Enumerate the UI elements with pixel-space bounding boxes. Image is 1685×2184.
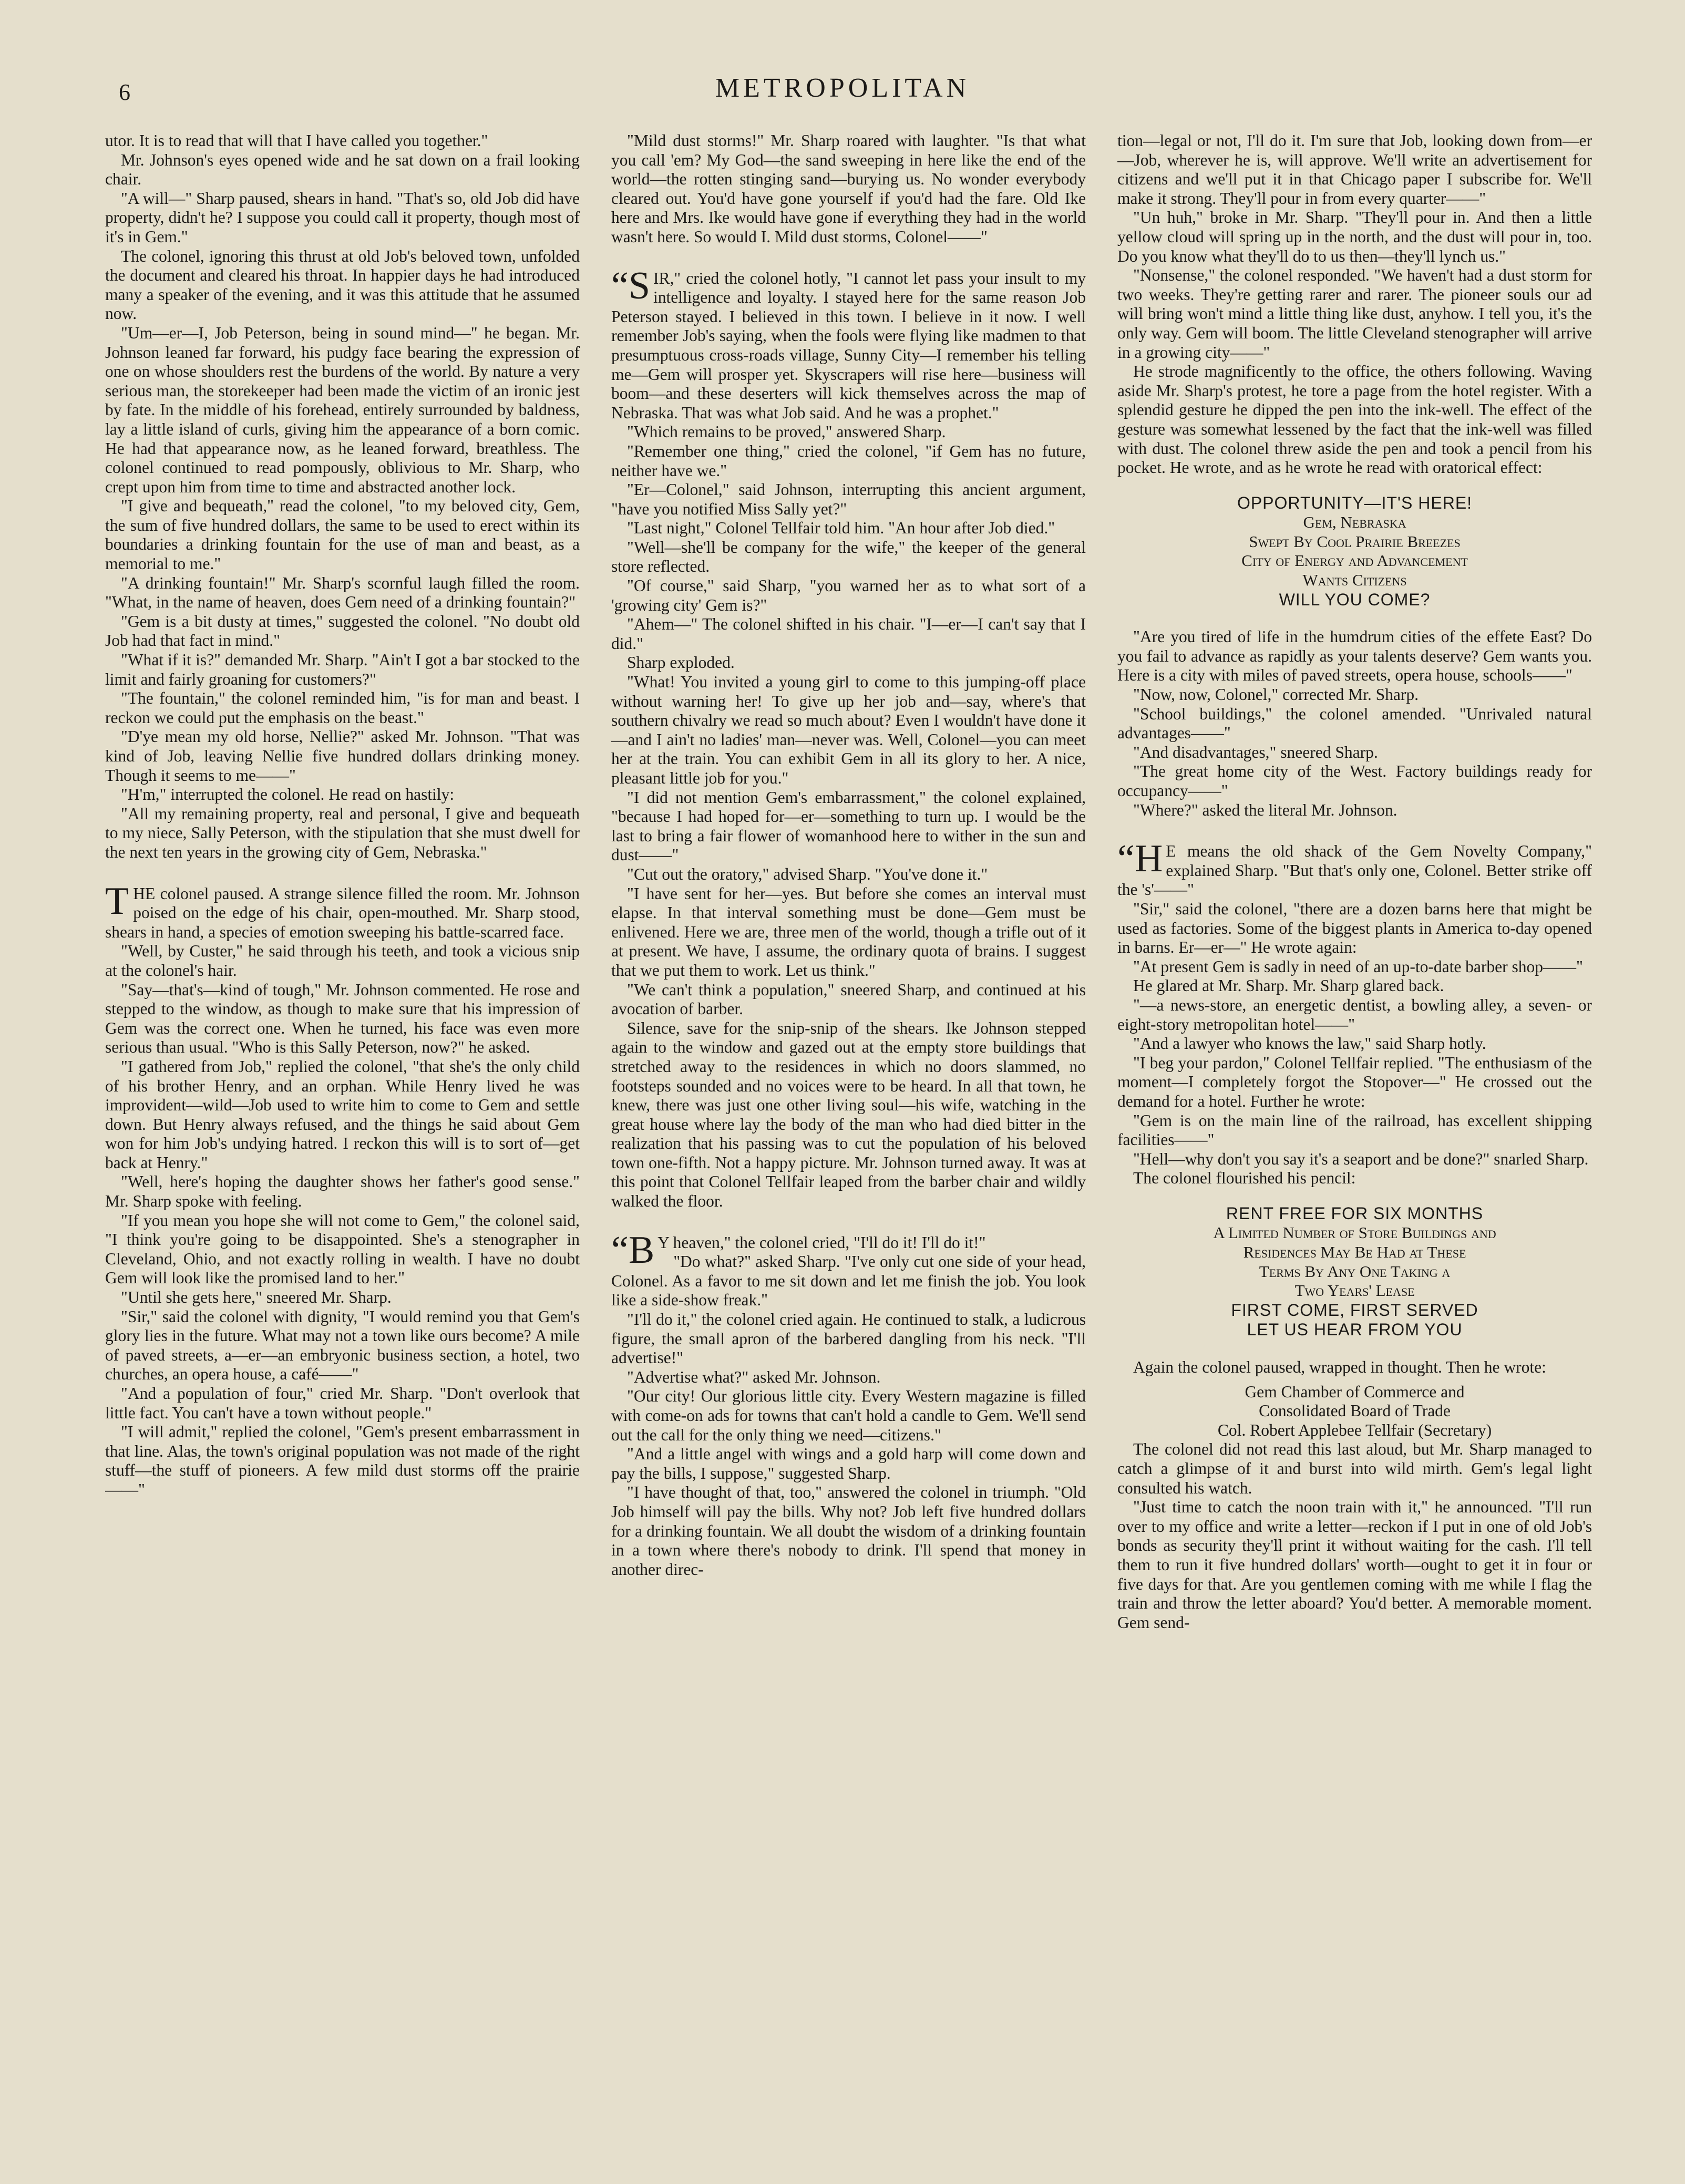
paragraph: "I have thought of that, too," answered the colonel in triumph. "Old Job himself will pay the bills. Why not? Job left five hundred dollars for a drinking fountain. We all doubt the wisdom of a drinking fountain in a town where there's nobody to drink. I'll spend that money in another direc- <box>611 1483 1086 1579</box>
paragraph: "A will—" Sharp paused, shears in hand. "That's so, old Job did have property, didn't he? I suppose you could call it property, though most of it's in Gem." <box>105 189 580 246</box>
ad-line: Gem, Nebraska <box>1303 513 1406 532</box>
ad-line: Wants Citizens <box>1302 571 1407 590</box>
section-paragraph <box>1117 837 1592 900</box>
signature-line: Gem Chamber of Commerce and <box>1245 1382 1465 1401</box>
page-number: 6 <box>119 79 130 105</box>
paragraph: "Just time to catch the noon train with it," he announced. "I'll run over to my office and write a letter—reckon if I put in one of old Job's bonds as security they'll print it without waiting for the cash. I'll tell them to run it five hundred dollars' worth—ought to get it in four or five days for that. Are you gentlemen coming with me while I flag the train and throw the letter aboard? You'd better. A memorable moment. Gem send- <box>1117 1498 1592 1632</box>
paragraph: "And a lawyer who knows the law," said Sharp hotly. <box>1133 1034 1486 1053</box>
paragraph: "I will admit," replied the colonel, "Gem's present embarrassment in that line. Alas, the town's original population was not made of the right stuff—the stuff of pioneers. A few mild dust storms off the prairie——" <box>105 1423 580 1499</box>
section-paragraph <box>105 879 580 942</box>
paragraph: "At present Gem is sadly in need of an up-to-date barber shop——" <box>1133 957 1583 976</box>
paragraph: "Well, by Custer," he said through his teeth, and took a vicious snip at the colonel's hair. <box>105 942 580 980</box>
advertisement-block <box>1117 1204 1592 1340</box>
paragraph: "Un huh," broke in Mr. Sharp. "They'll pour in. And then a little yellow cloud will spring up in the north, and the dust will pour in, too. Do you know what they'll do to us then—they'll lynch us." <box>1117 208 1592 265</box>
paragraph: "H'm," interrupted the colonel. He read on hastily: <box>121 785 455 804</box>
paragraph: "Last night," Colonel Tellfair told him. "An hour after Job died." <box>627 519 1055 538</box>
paragraph: "Nonsense," the colonel responded. "We haven't had a dust storm for two weeks. They're getting rarer and rarer. The pioneer souls our ad will bring won't mind a little thing like dust, anyhow. I tell you, it's the only way. Gem will boom. The little Cleveland stenographer will arrive in a growing city——" <box>1117 266 1592 362</box>
paragraph: "Until she gets here," sneered Mr. Sharp. <box>121 1288 392 1307</box>
drop-cap: “B <box>611 1228 655 1272</box>
paragraph: "I gathered from Job," replied the colonel, "that she's the only child of his brother Henry, and an orphan. While Henry lived he was improvident—wild—Job used to write him to come to Gem and settle down. But Henry always refused, and the things he said about Gem won for him Job's undying hatred. I reckon this will is to sort of—get back at Henry." <box>105 1057 580 1172</box>
paragraph: "Sir," said the colonel with dignity, "I would remind you that Gem's glory lies in the future. What may not a town like ours become? A mile of paved streets, a—er—an embryonic business section, a hotel, two churches, an opera house, a café——" <box>105 1307 580 1384</box>
column-3 <box>1117 131 1592 2107</box>
paragraph-text: E means the old shack of the Gem Novelty Company," explained Sharp. "But that's only one, Colonel. Better strike off the 's'——" <box>1117 842 1592 899</box>
paragraph-text: IR," cried the colonel hotly, "I cannot let pass your insult to my intelligence and loyalty. I stayed here for the same reason Job Peterson stayed. I believed in this town. I believe in it now. I well remember Job's saying, when the fools were flying like madmen to that presumptuous cross-roads village, Sunny City—I remember his telling me—Gem will prosper yet. Skyscrapers will rise here—business will boom—and these deserters will kick themselves across the map of Nebraska. That was what Job said. And he was a prophet." <box>611 269 1086 422</box>
column-1 <box>105 131 580 2107</box>
paragraph: The colonel, ignoring this thrust at old Job's beloved town, unfolded the document and cleared his throat. In happier days he had introduced many a speaker of the evening, and it was this attitude that he assumed now. <box>105 246 580 323</box>
section-paragraph <box>611 264 1086 423</box>
paragraph: "Gem is on the main line of the railroad, has excellent shipping facilities——" <box>1117 1111 1592 1149</box>
paragraph: "Our city! Our glorious little city. Every Western magazine is filled with come-on ads for towns that can't hold a candle to Gem. We'll send out the call for the only thing we need—citizens." <box>611 1387 1086 1444</box>
paragraph: "And a population of four," cried Mr. Sharp. "Don't overlook that little fact. You can't have a town without people." <box>105 1384 580 1422</box>
paragraph: "A drinking fountain!" Mr. Sharp's scornful laugh filled the room. "What, in the name of heaven, does Gem need of a drinking fountain?" <box>105 573 580 612</box>
ad-headline: LET US HEAR FROM YOU <box>1247 1320 1463 1340</box>
paragraph: "Um—er—I, Job Peterson, being in sound mind—" he began. Mr. Johnson leaned far forward, his pudgy face bearing the expression of one on whose shoulders rest the burdens of the world. By nature a very serious man, the storekeeper had been made the victim of an ironic jest by fate. In the middle of his forehead, entirely surrounded by baldness, lay a little island of curls, giving him the appearance of a born comic. He had that appearance now, as he leaned forward, breathless. The colonel continued to read pompously, oblivious to Mr. Sharp, who crept upon him from time to time and abstracted another lock. <box>105 323 580 496</box>
magazine-title: METROPOLITAN <box>715 73 970 103</box>
paragraph: "Say—that's—kind of tough," Mr. Johnson commented. He rose and stepped to the window, as though to make sure that his impression of Gem was the correct one. When he turned, his face was even more serious than usual. "Who is this Sally Peterson, now?" he asked. <box>105 980 580 1057</box>
ad-headline: WILL YOU COME? <box>1279 590 1431 609</box>
signature-line: Col. Robert Applebee Tellfair (Secretary) <box>1217 1420 1492 1439</box>
paragraph: "Advertise what?" asked Mr. Johnson. <box>627 1367 881 1386</box>
page-header <box>0 62 1685 109</box>
ad-headline: RENT FREE FOR SIX MONTHS <box>1226 1203 1484 1223</box>
ad-headline: OPPORTUNITY—IT'S HERE! <box>1237 493 1473 512</box>
paragraph: He glared at Mr. Sharp. Mr. Sharp glared back. <box>1133 976 1444 995</box>
paragraph: "Sir," said the colonel, "there are a dozen barns here that might be used as factories. Some of the biggest plants in America to-day opened in barns. Er—er—" He wrote again: <box>1117 899 1592 957</box>
paragraph: "Mild dust storms!" Mr. Sharp roared with laughter. "Is that what you call 'em? My God—the sand sweeping in here like the end of the world—the rotten stinging sand—burying us. No wonder everybody cleared out. You'd have gone yourself if you'd had the fare. Old Ike here and Mrs. Ike would have gone if everything they had in the world wasn't here. So would I. Mild dust storms, Colonel——" <box>611 131 1086 246</box>
paragraph: Again the colonel paused, wrapped in thought. Then he wrote: <box>1133 1358 1546 1377</box>
paragraph: Sharp exploded. <box>627 653 735 672</box>
paragraph: "Are you tired of life in the humdrum cities of the effete East? Do you fail to advance as rapidly as your talents deserve? Gem wants you. Here is a city with miles of paved streets, opera house, schools——" <box>1117 627 1592 685</box>
paragraph: "Well, here's hoping the daughter shows her father's good sense." Mr. Sharp spoke with feeling. <box>105 1172 580 1211</box>
paragraph: "What if it is?" demanded Mr. Sharp. "Ain't I got a bar stocked to the limit and fairly groaning for customers?" <box>105 651 580 688</box>
paragraph: "I did not mention Gem's embarrassment," the colonel explained, "because I had hoped for—er—something to turn up. I would be the last to bring a fair flower of womanhood here to wither in the sun and dust——" <box>611 788 1086 864</box>
signature-block <box>1117 1383 1592 1440</box>
paragraph-text: HE colonel paused. A strange silence filled the room. Mr. Johnson poised on the edge of his chair, open-mouthed. Mr. Sharp stood, shears in hand, a species of emotion sweeping his battle-scarred face. <box>105 884 580 941</box>
paragraph: "Now, now, Colonel," corrected Mr. Sharp. <box>1133 685 1419 704</box>
paragraph: utor. It is to read that will that I have called you together." <box>105 131 488 150</box>
ad-line: Residences May Be Had at These <box>1243 1243 1466 1262</box>
paragraph: "I beg your pardon," Colonel Tellfair replied. "The enthusiasm of the moment—I completely forgot the Stopover—" He crossed out the demand for a hotel. Further he wrote: <box>1117 1053 1592 1110</box>
drop-cap: “H <box>1117 837 1163 881</box>
drop-cap: “S <box>611 264 650 307</box>
ad-line: A Limited Number of Store Buildings and <box>1213 1223 1496 1242</box>
column-2 <box>611 131 1086 2107</box>
section-paragraph <box>611 1228 1086 1272</box>
paragraph: "All my remaining property, real and personal, I give and bequeath to my niece, Sally Peterson, with the stipulation that she must dwell for the next ten years in the growing city of Gem, Nebraska." <box>105 804 580 861</box>
paragraph: "—a news-store, an energetic dentist, a bowling alley, a seven- or eight-story metropolitan hotel——" <box>1117 995 1592 1034</box>
paragraph: "Of course," said Sharp, "you warned her as to what sort of a 'growing city' Gem is?" <box>611 576 1086 614</box>
ad-headline: FIRST COME, FIRST SERVED <box>1231 1300 1478 1320</box>
paragraph: "If you mean you hope she will not come to Gem," the colonel said, "I think you're going to be disappointed. She's a stenographer in Cleveland, Ohio, and not exactly rolling in wealth. I have no doubt Gem will look like the promised land to her." <box>105 1211 580 1287</box>
paragraph: "Where?" asked the literal Mr. Johnson. <box>1133 800 1398 819</box>
paragraph: "We can't think a population," sneered Sharp, and continued at his avocation of barber. <box>611 980 1086 1018</box>
advertisement-block <box>1117 493 1592 610</box>
paragraph: "And a little angel with wings and a gold harp will come down and pay the bills, I suppose," suggested Sharp. <box>611 1445 1086 1482</box>
paragraph: "I have sent for her—yes. But before she comes an interval must elapse. In that interval something must be done—Gem must be enlivened. Here we are, three men of the world, though a trifle out of it at present. We have, I assume, the ordinary quota of brains. I suggest that we put them to work. Let us think." <box>611 884 1086 980</box>
paragraph: "Gem is a bit dusty at times," suggested the colonel. "No doubt old Job had that fact in mind." <box>105 612 580 650</box>
paragraph: "The fountain," the colonel reminded him, "is for man and beast. I reckon we could put the emphasis on the beast." <box>105 689 580 727</box>
paragraph: "I give and bequeath," read the colonel, "to my beloved city, Gem, the sum of five hundred dollars, the same to be used to erect within its boundaries a drinking fountain for the use of man and beast, as a memorial to me." <box>105 497 580 573</box>
paragraph: "School buildings," the colonel amended. "Unrivaled natural advantages——" <box>1117 704 1592 743</box>
paragraph: "Hell—why don't you say it's a seaport and be done?" snarled Sharp. <box>1133 1149 1589 1168</box>
paragraph: "Do what?" asked Sharp. "I've only cut one side of your head, Colonel. As a favor to me sit down and let me finish the job. You look like a side-show freak." <box>611 1252 1086 1310</box>
ad-line: Two Years' Lease <box>1294 1281 1415 1300</box>
paragraph-text: Y heaven," the colonel cried, "I'll do it! I'll do it!" <box>657 1233 986 1252</box>
paragraph: He strode magnificently to the office, the others following. Waving aside Mr. Sharp's protest, he tore a page from the hotel register. With a splendid gesture he dipped the pen into the ink-well. The effect of the gesture was somewhat lessened by the fact that the ink-well was filled with dust. The colonel threw aside the pen and took a pencil from his pocket. He wrote, and as he wrote he read with oratorical effect: <box>1117 362 1592 477</box>
paragraph: "Which remains to be proved," answered Sharp. <box>627 423 946 441</box>
paragraph: "I'll do it," the colonel cried again. He continued to stalk, a ludicrous figure, the small apron of the barbered dangling from his neck. "I'll advertise!" <box>611 1310 1086 1367</box>
paragraph: "Er—Colonel," said Johnson, interrupting this ancient argument, "have you notified Miss Sally yet?" <box>611 480 1086 518</box>
drop-cap: T <box>105 879 129 923</box>
signature-line: Consolidated Board of Trade <box>1259 1402 1451 1420</box>
paragraph: The colonel did not read this last aloud, but Mr. Sharp managed to catch a glimpse of it and burst into wild mirth. Gem's legal light consulted his watch. <box>1117 1440 1592 1497</box>
ad-line: Terms By Any One Taking a <box>1259 1262 1451 1281</box>
paragraph: Mr. Johnson's eyes opened wide and he sat down on a frail looking chair. <box>105 150 580 189</box>
paragraph: "Cut out the oratory," advised Sharp. "You've done it." <box>627 864 988 883</box>
paragraph: "And disadvantages," sneered Sharp. <box>1133 743 1378 761</box>
paragraph: "Well—she'll be company for the wife," the keeper of the general store reflected. <box>611 538 1086 576</box>
paragraph: tion—legal or not, I'll do it. I'm sure that Job, looking down from—er—Job, wherever he is, will approve. We'll write an advertisement for citizens and we'll put it in that Chicago paper I subscribe for. We'll make it strong. They'll pour in from every quarter——" <box>1117 131 1592 208</box>
paragraph: The colonel flourished his pencil: <box>1133 1169 1356 1188</box>
ad-line: Swept By Cool Prairie Breezes <box>1249 532 1461 551</box>
article-columns <box>105 131 1592 2107</box>
paragraph: "Remember one thing," cried the colonel, "if Gem has no future, neither have we." <box>611 441 1086 480</box>
paragraph: "Ahem—" The colonel shifted in his chair. "I—er—I can't say that I did." <box>611 615 1086 653</box>
paragraph: "The great home city of the West. Factory buildings ready for occupancy——" <box>1117 762 1592 800</box>
paragraph: "What! You invited a young girl to come to this jumping-off place without warning her! To give up her job and—say, where's that southern chivalry we read so much about? Even I wouldn't have done it—and I ain't no ladies' man—never was. Well, Colonel—you can meet her at the train. You can exhibit Gem in all its glory to her. A nice, pleasant little job for you." <box>611 673 1086 787</box>
paragraph: Silence, save for the snip-snip of the shears. Ike Johnson stepped again to the window and gazed out at the empty store buildings that stretched away to the residences in which no doors slammed, no footsteps sounded and no voices were to be heard. In all that town, he knew, there was just one other living soul—his wife, watching in the great house where lay the body of the man who had died bitter in the realization that his passing was to cut the population of his beloved town one-fifth. Not a happy picture. Mr. Johnson turned away. It was at this point that Colonel Tellfair leaped from the barber chair and wildly walked the floor. <box>611 1018 1086 1211</box>
paragraph: "D'ye mean my old horse, Nellie?" asked Mr. Johnson. "That was kind of Job, leaving Nellie five hundred dollars drinking money. Though it seems to me——" <box>105 727 580 785</box>
ad-line: City of Energy and Advancement <box>1241 551 1468 570</box>
